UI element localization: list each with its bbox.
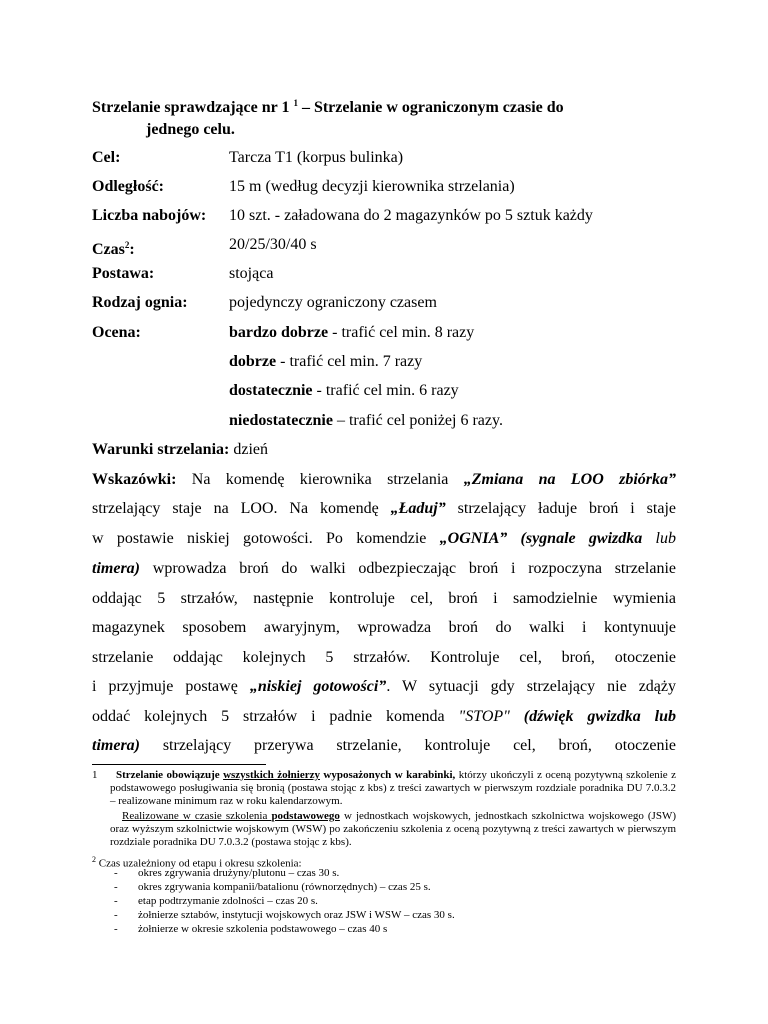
command-text: timera)	[92, 560, 140, 577]
footnote-separator	[92, 764, 266, 765]
text-run: i przyjmuje postawę	[92, 678, 250, 695]
wskazowki-line-4	[92, 554, 676, 583]
field-label: Postawa:	[92, 265, 155, 282]
list-item-text: okres zgrywania kompanii/batalionu (równorzędnych) – czas 25 s.	[138, 881, 431, 893]
field-rodzaj-ognia	[92, 290, 692, 316]
fn-bold: wyposażonych w karabinki,	[320, 769, 456, 781]
ocena-grade: dostatecznie	[229, 382, 313, 399]
wskazowki-line-6	[92, 613, 676, 642]
footnote-1-paragraph-1	[110, 769, 676, 808]
wskazowki-line-5	[92, 584, 676, 613]
list-item-text: etap podtrzymanie zdolności – czas 20 s.	[138, 895, 318, 907]
text-run: strzelanie oddając kolejnych 5 strzałów. Kontroluje cel, broń, otoczenie	[92, 649, 676, 666]
dash-bullet: -	[114, 867, 118, 879]
title-part-2: – Strzelanie w ograniczonym czasie do	[301, 99, 564, 116]
wskazowki-line-9	[92, 702, 676, 731]
czas-label-text: Czas	[92, 241, 125, 258]
field-czas	[92, 232, 692, 258]
command-text: timera)	[92, 737, 140, 754]
ocena-rest: - trafić cel min. 6 razy	[312, 382, 459, 399]
ocena-rest: - trafić cel min. 8 razy	[328, 324, 475, 341]
wskazowki-line-1	[92, 465, 676, 494]
ocena-rest: – trafić cel poniżej 6 razy.	[332, 412, 503, 429]
footnote-2-text: Czas uzależniony od etapu i okresu szkolenia:	[96, 857, 302, 870]
ocena-item	[229, 378, 459, 404]
field-value: 15 m (według decyzji kierownika strzelania)	[229, 178, 515, 195]
text-run: w postawie niskiej gotowości. Po komendzie	[92, 530, 440, 547]
fn-underline: Realizowane w czasie szkolenia	[122, 810, 272, 822]
fn-bold: Strzelanie obowiązuje	[116, 769, 224, 781]
dash-bullet: -	[114, 923, 118, 935]
italic-text: "STOP"	[458, 708, 510, 725]
czas-colon: :	[129, 241, 135, 258]
ocena-grade: dobrze	[229, 353, 277, 370]
field-label: Warunki strzelania:	[92, 441, 230, 458]
field-label	[92, 232, 135, 263]
list-item-text: okres zgrywania drużyny/plutonu – czas 30 s.	[138, 867, 340, 879]
fn-bold-underline: wszystkich żołnierzy	[223, 769, 320, 781]
field-label: Liczba nabojów:	[92, 207, 207, 224]
text-run: oddać kolejnych 5 strzałów i padnie komenda	[92, 708, 459, 725]
list-item-text: żołnierze sztabów, instytucji wojskowych oraz JSW i WSW – czas 30 s.	[138, 909, 455, 921]
warunki-line	[92, 437, 268, 463]
wskazowki-line-2	[92, 494, 676, 523]
field-label: Odległość:	[92, 178, 164, 195]
title-line-2: jednego celu.	[146, 121, 235, 138]
field-liczba-nabojow	[92, 203, 692, 229]
field-label: Rodzaj ognia:	[92, 294, 188, 311]
field-postawa	[92, 261, 692, 287]
title-footnote-mark: 1	[293, 98, 298, 108]
ocena-rest: - trafić cel min. 7 razy	[276, 353, 423, 370]
field-label: Cel:	[92, 149, 121, 166]
command-text: „Zmiana na LOO zbiórka”	[463, 471, 676, 488]
field-label: Ocena:	[92, 324, 141, 341]
command-text: „niskiej gotowości”	[249, 678, 387, 695]
wskazowki-line-10	[92, 731, 676, 760]
footnote-1-mark: 1	[92, 769, 98, 781]
field-odleglosc	[92, 174, 692, 200]
ocena-item	[229, 349, 422, 375]
text-run: magazynek sposobem awaryjnym, wprowadza broń do walki i kontynuuje	[92, 619, 676, 636]
field-value: dzień	[229, 441, 268, 458]
text-run: oddając 5 strzałów, następnie kontroluje cel, broń i samodzielnie wymienia	[92, 590, 676, 607]
field-value: pojedynczy ograniczony czasem	[229, 294, 437, 311]
fn-bold-underline: podstawowego	[271, 810, 340, 822]
field-value: 20/25/30/40 s	[229, 236, 317, 253]
dash-bullet: -	[114, 895, 118, 907]
text-run: strzelający ładuje broń i staje	[445, 500, 676, 517]
text-run: Na komendę kierownika strzelania	[176, 471, 464, 488]
command-text: (sygnale gwizdka	[507, 530, 643, 547]
field-value: stojąca	[229, 265, 274, 282]
wskazowki-label: Wskazówki:	[92, 471, 177, 488]
wskazowki-line-8	[92, 672, 676, 701]
czas-footnote-mark: 2	[124, 240, 130, 250]
ocena-item	[229, 408, 503, 434]
wskazowki-line-7	[92, 643, 676, 672]
dash-bullet: -	[114, 909, 118, 921]
footnote-2-mark: 2	[92, 855, 96, 864]
text-run: wprowadza broń do walki odbezpieczając broń i rozpoczyna strzelanie	[140, 560, 676, 577]
dash-bullet: -	[114, 881, 118, 893]
ocena-item	[229, 320, 474, 346]
wskazowki-line-3	[92, 524, 676, 553]
title-part-1: Strzelanie sprawdzające nr 1	[92, 99, 290, 116]
command-text: „OGNIA”	[439, 530, 508, 547]
fn-text: którzy ukończyli z oceną pozytywną szkolenie z podstawowego posługiwania się bronią (postawa stojąc z kbs) z treści zawartych w pierwszym rozdziale poradnika DU 7.0.3.2 – realizowane minimum raz w roku kalendarzowym.	[110, 769, 677, 807]
field-cel	[92, 145, 692, 171]
text-run: strzelający przerywa strzelanie, kontroluje cel, broń, otoczenie	[140, 737, 676, 754]
field-warunki	[92, 437, 692, 463]
ocena-grade: bardzo dobrze	[229, 324, 329, 341]
ocena-grade: niedostatecznie	[229, 412, 333, 429]
footnote-1-paragraph-2	[110, 810, 676, 849]
field-value: Tarcza T1 (korpus bulinka)	[229, 149, 404, 166]
text-run: strzelający staje na LOO. Na komendę	[92, 500, 391, 517]
italic-text: lub	[642, 530, 676, 547]
field-value: 10 szt. - załadowana do 2 magazynków po 5 sztuk każdy	[229, 207, 593, 224]
list-item-text: żołnierze w okresie szkolenia podstawowego – czas 40 s	[138, 923, 388, 935]
fn-text: w jednostkach wojskowych, jednostkach szkolnictwa wojskowego (JSW) oraz wyższym szkolnictwie wojskowym (WSW) po zakończeniu szkolenia z oceną pozytywną z treści zawartych w pierwszym rozdziale poradnika DU 7.0.3.2 (postawa stojąc z kbs).	[110, 810, 677, 848]
command-text: (dźwięk gwizdka lub	[509, 708, 676, 725]
document-title	[92, 92, 676, 141]
text-run: . W sytuacji gdy strzelający nie zdąży	[386, 678, 677, 695]
command-text: „Ładuj”	[390, 500, 446, 517]
